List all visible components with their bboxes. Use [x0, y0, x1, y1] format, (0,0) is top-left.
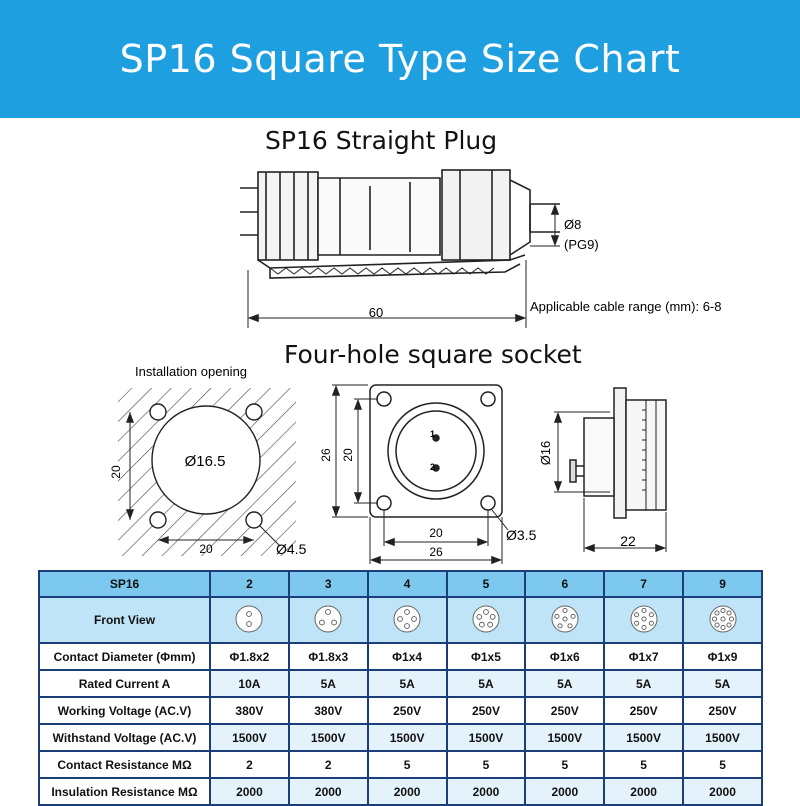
pin-contact: [642, 616, 646, 620]
pin-contact: [563, 608, 567, 612]
header-cell: 2: [210, 571, 289, 597]
pin-contact: [484, 609, 489, 614]
socket-title: Four-hole square socket: [284, 340, 582, 369]
row-label: Working Voltage (AC.V): [39, 697, 210, 724]
pin-contact: [247, 621, 252, 626]
plug-length-label: 60: [368, 305, 384, 320]
table-cell: 2000: [210, 778, 289, 805]
pin-contact: [568, 623, 572, 627]
pin-contact: [726, 610, 730, 614]
table-cell: 2000: [289, 778, 368, 805]
table-cell: Φ1x6: [525, 643, 604, 670]
table-cell: Φ1x4: [368, 643, 447, 670]
front-view-row: [39, 597, 762, 643]
pin-face-ring: [236, 606, 262, 632]
header-cell: 4: [368, 571, 447, 597]
table-cell: 5A: [525, 670, 604, 697]
table-cell: 1500V: [368, 724, 447, 751]
row-label: Insulation Resistance MΩ: [39, 778, 210, 805]
pin-contact: [720, 608, 724, 612]
pin-contact: [555, 614, 559, 618]
table-cell: 5A: [683, 670, 762, 697]
pin-contact: [720, 616, 724, 620]
table-cell: Φ1x9: [683, 643, 762, 670]
pin-contact: [712, 616, 716, 620]
plug-drawing: [230, 160, 790, 325]
pin-contact: [558, 623, 562, 627]
pin-contact: [405, 609, 410, 614]
banner-title: SP16 Square Type Size Chart: [119, 37, 681, 81]
table-cell: Φ1.8x3: [289, 643, 368, 670]
flange-front-drawing: [318, 380, 548, 565]
header-cell: 9: [683, 571, 762, 597]
pin-contact: [726, 622, 730, 626]
socket-side-drawing: [540, 380, 700, 560]
pin-contact: [320, 620, 325, 625]
pin-contact: [642, 608, 646, 612]
pin-contact: [714, 610, 718, 614]
pin-face-2-icon: [234, 604, 264, 634]
row-label: Rated Current A: [39, 670, 210, 697]
opening-horizontal-label: 20: [199, 542, 213, 556]
pin-contact: [247, 611, 252, 616]
table-cell: 250V: [683, 697, 762, 724]
row-label: Contact Resistance MΩ: [39, 751, 210, 778]
table-cell: 5A: [289, 670, 368, 697]
table-cell: 250V: [447, 697, 526, 724]
table-cell: 5: [368, 751, 447, 778]
table-cell: 1500V: [604, 724, 683, 751]
plug-diameter-label: Ø8: [564, 217, 582, 232]
plug-title: SP16 Straight Plug: [265, 126, 498, 155]
pin-face-7-icon: [629, 604, 659, 634]
header-cell: 6: [525, 571, 604, 597]
opening-vertical-label: 20: [109, 465, 123, 479]
table-row: [39, 697, 762, 724]
table-cell: 5A: [604, 670, 683, 697]
row-label: Withstand Voltage (AC.V): [39, 724, 210, 751]
table-cell: 5A: [368, 670, 447, 697]
pin-contact: [649, 612, 653, 616]
table-cell: 2000: [447, 778, 526, 805]
installation-opening-drawing: [100, 360, 307, 560]
pin-1-label: 1: [430, 429, 436, 439]
pin-contact: [326, 609, 331, 614]
table-row: [39, 751, 762, 778]
table-cell: 250V: [604, 697, 683, 724]
header-cell: SP16: [39, 571, 210, 597]
flange-hole-label: Ø3.5: [506, 527, 537, 543]
installation-label: Installation opening: [135, 364, 248, 379]
table-cell: 250V: [368, 697, 447, 724]
table-row: [39, 778, 762, 805]
cable-range-note: Applicable cable range (mm): 6-8: [530, 299, 722, 314]
pin-contact: [634, 612, 638, 616]
header-cell: 7: [604, 571, 683, 597]
table-cell: 5A: [447, 670, 526, 697]
pin-contact: [488, 622, 493, 627]
spec-table: [38, 570, 763, 806]
flange-inner-horizontal-label: 20: [429, 526, 443, 540]
table-cell: Φ1x5: [447, 643, 526, 670]
pin-contact: [634, 621, 638, 625]
front-view-label: Front View: [39, 597, 210, 643]
pin-face-4-icon: [392, 604, 422, 634]
table-cell: 2: [210, 751, 289, 778]
table-cell: 380V: [210, 697, 289, 724]
side-length-label: 22: [620, 533, 636, 549]
pin-contact: [642, 625, 646, 629]
table-header-row: [39, 571, 762, 597]
pin-contact: [571, 614, 575, 618]
pin-contact: [477, 614, 482, 619]
flange-outer-horizontal-label: 26: [429, 545, 443, 559]
pin-contact: [332, 620, 337, 625]
table-cell: 2000: [368, 778, 447, 805]
header-cell: 3: [289, 571, 368, 597]
pin-2-label: 2: [430, 462, 436, 472]
pin-face-3-icon: [313, 604, 343, 634]
table-cell: 5: [683, 751, 762, 778]
table-row: [39, 724, 762, 751]
pin-contact: [412, 616, 417, 621]
plug-pg-label: (PG9): [564, 237, 599, 252]
title-banner: [0, 0, 800, 118]
side-diameter-label: Ø16: [538, 440, 553, 466]
table-cell: 5: [525, 751, 604, 778]
table-cell: 1500V: [289, 724, 368, 751]
table-cell: 5: [447, 751, 526, 778]
pin-contact: [398, 616, 403, 621]
table-cell: 10A: [210, 670, 289, 697]
table-cell: 2000: [525, 778, 604, 805]
table-cell: 250V: [525, 697, 604, 724]
table-row: [39, 670, 762, 697]
pin-contact: [405, 623, 410, 628]
opening-hole-label: Ø4.5: [276, 541, 307, 557]
table-cell: 2000: [683, 778, 762, 805]
header-cell: 5: [447, 571, 526, 597]
table-cell: 2000: [604, 778, 683, 805]
pin-contact: [649, 621, 653, 625]
table-cell: 380V: [289, 697, 368, 724]
pin-face-5-icon: [471, 604, 501, 634]
table-cell: 1500V: [683, 724, 762, 751]
table-cell: 1500V: [447, 724, 526, 751]
table-cell: 2: [289, 751, 368, 778]
flange-outer-vertical-label: 26: [319, 448, 333, 462]
pin-face-6-icon: [550, 604, 580, 634]
table-cell: 1500V: [210, 724, 289, 751]
pin-contact: [479, 622, 484, 627]
pin-contact: [490, 614, 495, 619]
pin-contact: [720, 625, 724, 629]
pin-face-9-icon: [708, 604, 738, 634]
table-cell: 1500V: [525, 724, 604, 751]
opening-diameter-label: Ø16.5: [184, 453, 226, 470]
row-label: Contact Diameter (Φmm): [39, 643, 210, 670]
table-cell: 5: [604, 751, 683, 778]
pin-contact: [729, 616, 733, 620]
table-cell: Φ1x7: [604, 643, 683, 670]
table-cell: Φ1.8x2: [210, 643, 289, 670]
table-row: [39, 643, 762, 670]
pin-contact: [714, 622, 718, 626]
pin-contact: [563, 616, 567, 620]
flange-inner-vertical-label: 20: [341, 448, 355, 462]
